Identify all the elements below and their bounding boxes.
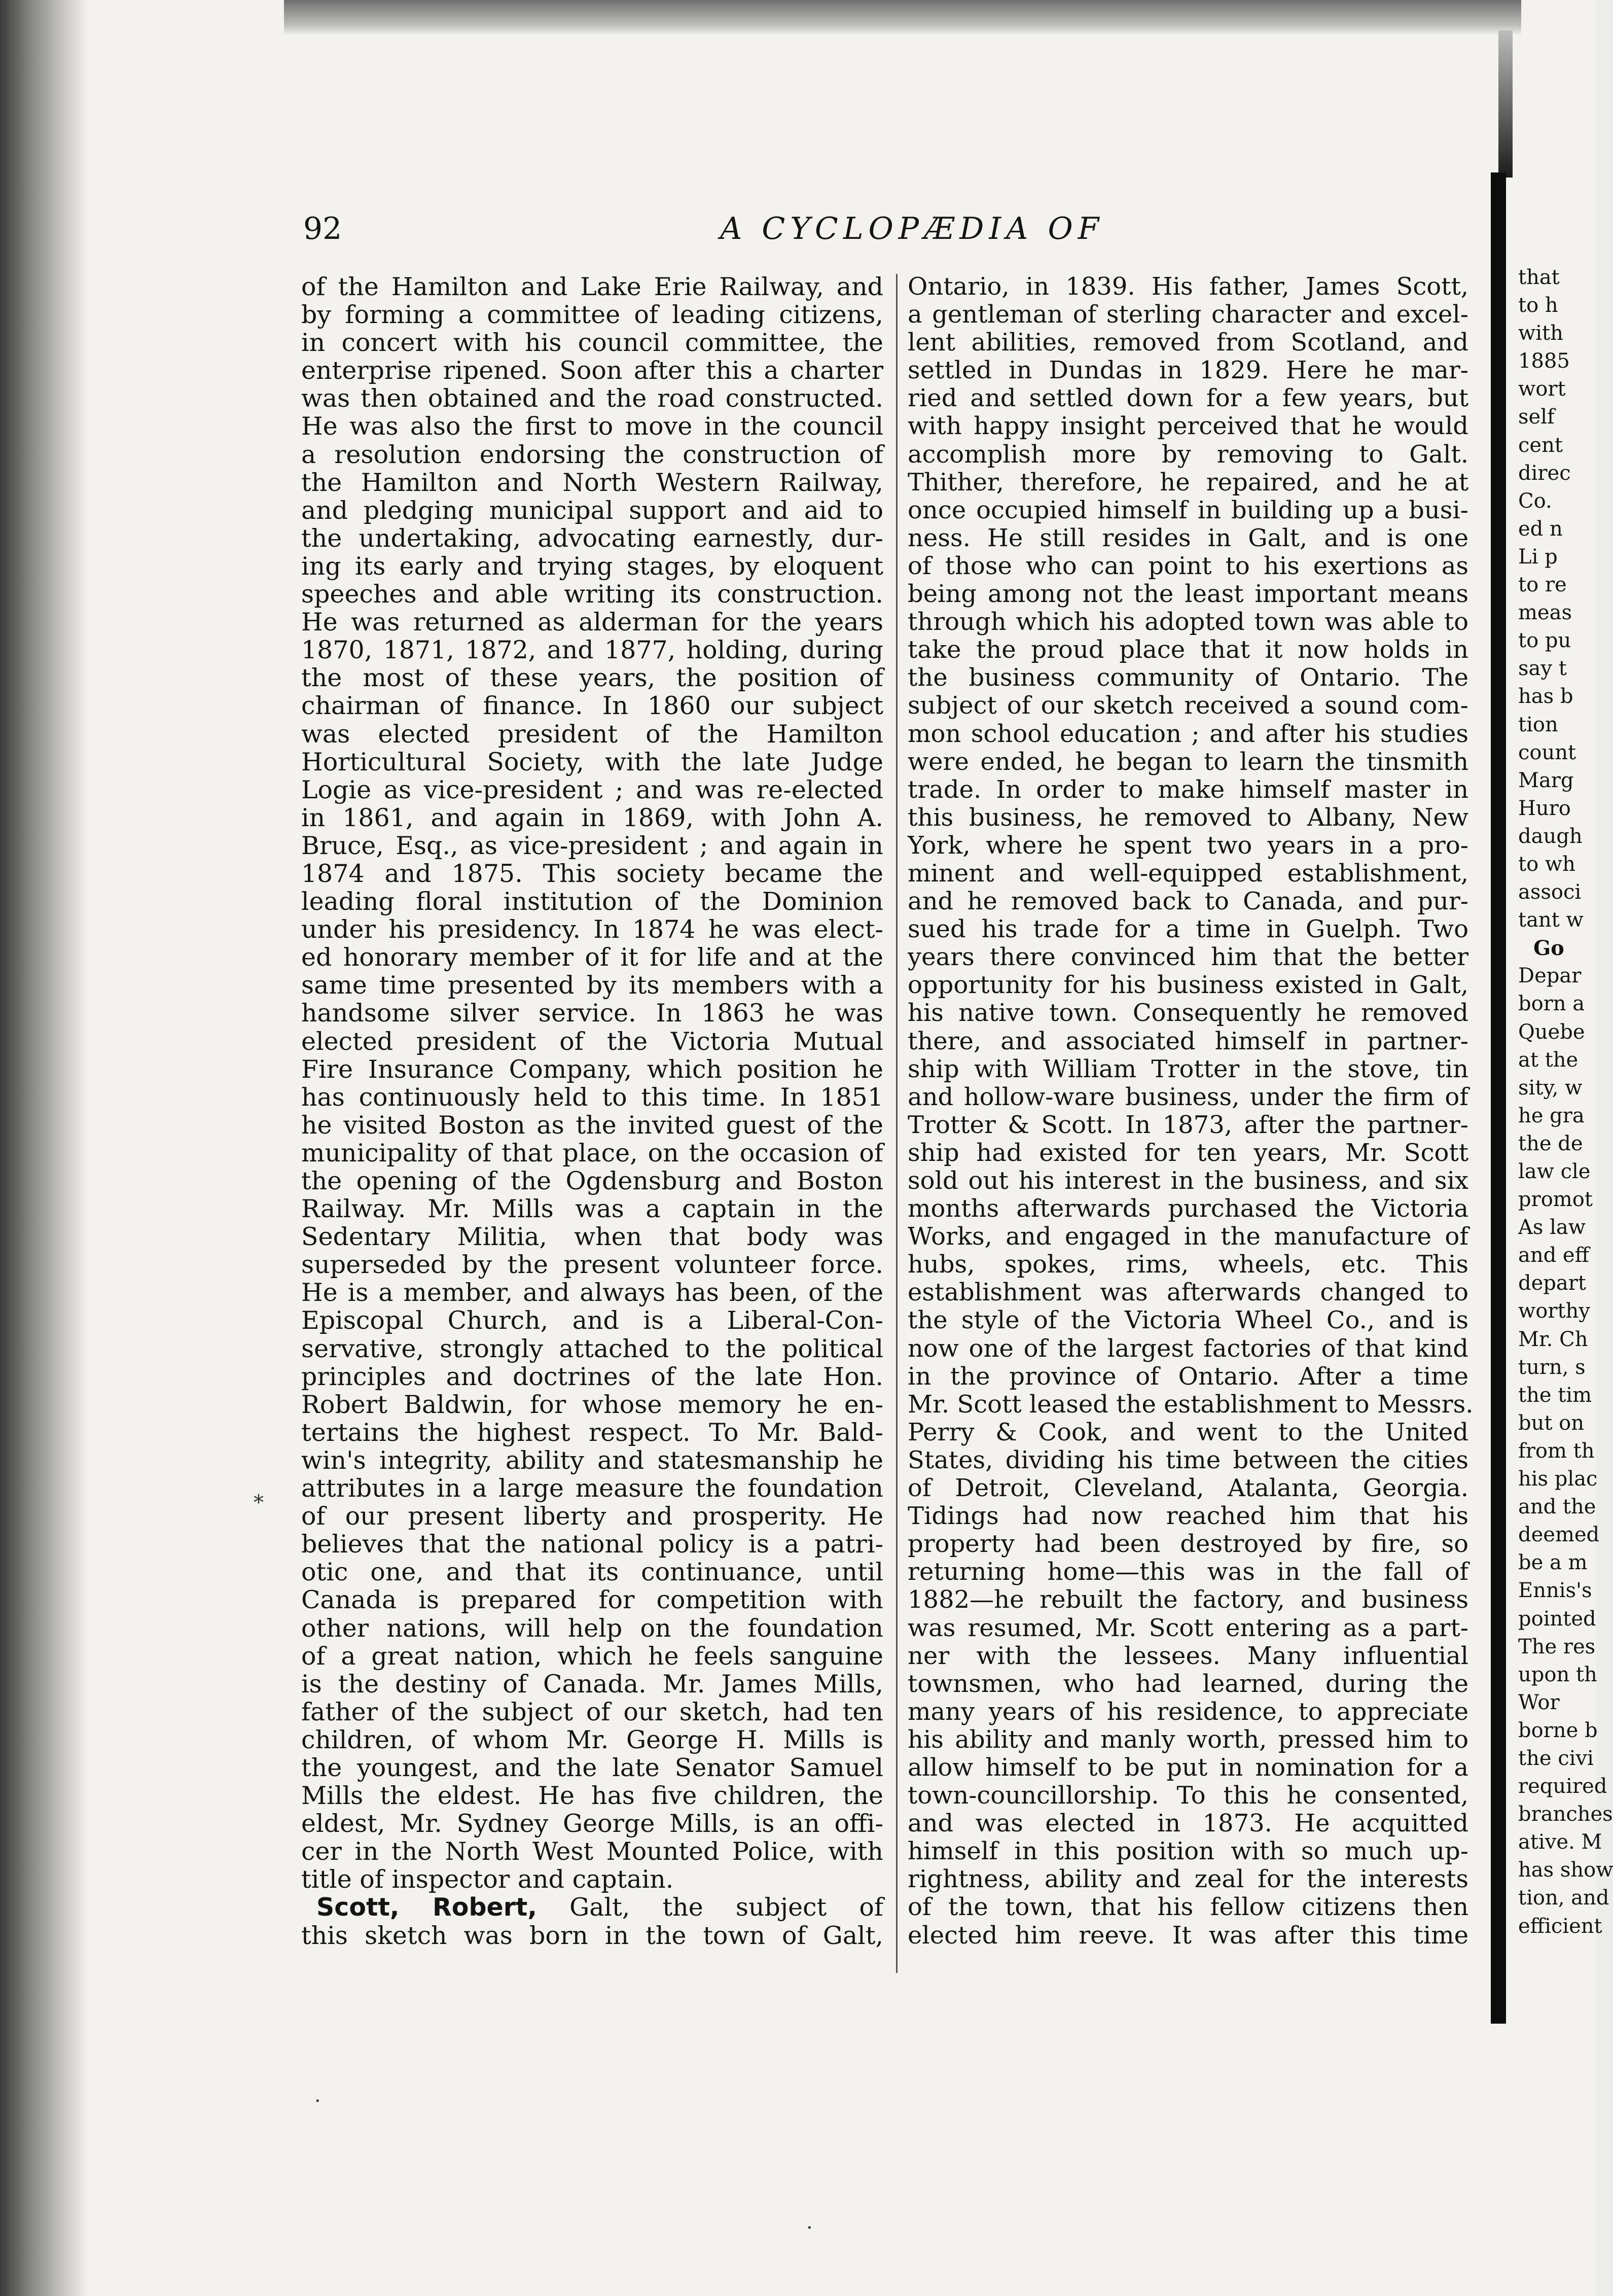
fragment-line: ed n bbox=[1518, 517, 1563, 541]
text-line: sold out his interest in the business, and six bbox=[908, 1167, 1468, 1195]
fragment-line: turn, s bbox=[1518, 1355, 1586, 1379]
text-line: many years of his residence, to appreciate bbox=[908, 1697, 1468, 1726]
fragment-line: deemed bbox=[1518, 1523, 1600, 1547]
text-line: the Hamilton and North Western Railway, bbox=[301, 468, 883, 497]
fragment-line: As law bbox=[1518, 1216, 1586, 1240]
text-line: he visited Boston as the invited guest of the bbox=[301, 1110, 883, 1140]
text-line: now one of the largest factories of that kind bbox=[908, 1334, 1468, 1363]
text-line: He was returned as alderman for the years bbox=[301, 608, 883, 637]
text-line: elected president of the Victoria Mutual bbox=[301, 1027, 883, 1056]
right-text-column-fragment bbox=[1518, 264, 1613, 1940]
fragment-line: tant w bbox=[1518, 908, 1584, 932]
text-line: Horticultural Society, with the late Judge bbox=[301, 747, 883, 776]
text-line: Ontario, in 1839. His father, James Scott, bbox=[908, 272, 1468, 301]
page-edge-shadow bbox=[1498, 30, 1513, 178]
text-line: settled in Dundas in 1829. Here he mar- bbox=[908, 356, 1468, 385]
fragment-line: his plac bbox=[1518, 1467, 1598, 1491]
text-line: and he removed back to Canada, and pur- bbox=[908, 887, 1468, 916]
text-line: of those who can point to his exertions as bbox=[908, 551, 1468, 580]
scan-speck: · bbox=[806, 2216, 813, 2240]
fragment-line: worthy bbox=[1518, 1299, 1590, 1323]
text-line: sued his trade for a time in Guelph. Two bbox=[908, 915, 1468, 944]
text-line: has continuously held to this time. In 1851 bbox=[301, 1082, 883, 1112]
fragment-line: born a bbox=[1518, 992, 1585, 1016]
text-line: trade. In order to make himself master in bbox=[908, 775, 1468, 804]
text-line: ner with the lessees. Many influential bbox=[908, 1641, 1468, 1670]
text-line: win's integrity, ability and statesmanship he bbox=[301, 1445, 883, 1475]
entry-name: Scott, Robert, bbox=[316, 1893, 537, 1922]
fragment-line: meas bbox=[1518, 601, 1572, 625]
text-line: establishment was afterwards changed to bbox=[908, 1278, 1468, 1307]
fragment-line: cent bbox=[1518, 433, 1563, 457]
text-line: rightness, ability and zeal for the interests bbox=[908, 1865, 1468, 1894]
text-line: townsmen, who had learned, during the bbox=[908, 1669, 1468, 1698]
text-line: otic one, and that its continuance, until bbox=[301, 1558, 883, 1587]
fragment-line: branches bbox=[1518, 1803, 1613, 1826]
text-line: this business, he removed to Albany, New bbox=[908, 803, 1468, 832]
text-line: handsome silver service. In 1863 he was bbox=[301, 999, 883, 1028]
fragment-line: Marg bbox=[1518, 768, 1574, 792]
text-line: this sketch was born in the town of Galt, bbox=[301, 1921, 883, 1950]
text-line: being among not the least important means bbox=[908, 580, 1468, 609]
fragment-line: and eff bbox=[1518, 1244, 1590, 1267]
fragment-line: Wor bbox=[1518, 1690, 1560, 1714]
text-line: 1874 and 1875. This society became the bbox=[301, 859, 883, 888]
text-line: hubs, spokes, rims, wheels, etc. This bbox=[908, 1250, 1468, 1279]
text-line: subject of our sketch received a sound com- bbox=[908, 691, 1468, 720]
fragment-line: tion bbox=[1518, 713, 1558, 736]
text-line: Tidings had now reached him that his bbox=[908, 1502, 1468, 1531]
fragment-line: with bbox=[1518, 322, 1563, 345]
text-line: and pledging municipal support and aid to bbox=[301, 496, 883, 525]
text-line: attributes in a large measure the foundation bbox=[301, 1474, 883, 1503]
fragment-line: the tim bbox=[1518, 1383, 1592, 1407]
text-line: were ended, he began to learn the tinsmith bbox=[908, 747, 1468, 776]
scan-speck: · bbox=[314, 2090, 321, 2113]
fragment-line: the civi bbox=[1518, 1746, 1594, 1770]
middle-text-column bbox=[908, 272, 1474, 1950]
text-line: He was also the first to move in the council bbox=[301, 412, 883, 441]
text-line: leading floral institution of the Dominion bbox=[301, 887, 883, 916]
text-line: a gentleman of sterling character and excel- bbox=[908, 300, 1468, 329]
text-line: the most of these years, the position of bbox=[301, 663, 883, 693]
fragment-line: Depar bbox=[1518, 964, 1582, 988]
text-line: the business community of Ontario. The bbox=[908, 663, 1468, 692]
scan-edge-strip bbox=[284, 0, 1521, 36]
text-line: ship had existed for ten years, Mr. Scott bbox=[908, 1138, 1468, 1167]
fragment-line: Co. bbox=[1518, 489, 1552, 513]
text-line: in the province of Ontario. After a time bbox=[908, 1362, 1468, 1391]
text-line: the youngest, and the late Senator Samuel bbox=[301, 1753, 883, 1782]
text-line: of the Hamilton and Lake Erie Railway, and bbox=[301, 272, 883, 301]
fragment-line: tion, and bbox=[1518, 1886, 1609, 1910]
fragment-line: Ennis's bbox=[1518, 1579, 1592, 1603]
fragment-line: promot bbox=[1518, 1188, 1593, 1212]
fragment-line: he gra bbox=[1518, 1104, 1585, 1127]
text-line: 1882—he rebuilt the factory, and business bbox=[908, 1585, 1468, 1614]
text-line: servative, strongly attached to the political bbox=[301, 1334, 883, 1363]
fragment-line: from th bbox=[1518, 1439, 1595, 1463]
text-line: of our present liberty and prosperity. He bbox=[301, 1502, 883, 1531]
entry-heading-rest: Galt, the subject of bbox=[536, 1893, 883, 1922]
left-text-column bbox=[301, 273, 883, 1950]
fragment-line: Go bbox=[1533, 936, 1564, 961]
fragment-line: to pu bbox=[1518, 629, 1571, 653]
fragment-line: law cle bbox=[1518, 1160, 1591, 1183]
fragment-line: pointed bbox=[1518, 1607, 1596, 1631]
text-line: ed honorary member of it for life and at the bbox=[301, 943, 883, 972]
fragment-line: daugh bbox=[1518, 824, 1583, 848]
text-line: ing its early and trying stages, by eloquent bbox=[301, 551, 883, 581]
entry-heading-line bbox=[301, 1893, 883, 1921]
text-line: York, where he spent two years in a pro- bbox=[908, 831, 1468, 860]
fragment-line: self bbox=[1518, 405, 1555, 429]
text-line: his native town. Consequently he removed bbox=[908, 999, 1468, 1028]
text-line: Trotter & Scott. In 1873, after the partner- bbox=[908, 1110, 1468, 1139]
book-binding-shadow bbox=[0, 0, 89, 2296]
text-line: under his presidency. In 1874 he was elect- bbox=[301, 915, 883, 944]
text-line: father of the subject of our sketch, had ten bbox=[301, 1697, 883, 1726]
fragment-line: the de bbox=[1518, 1132, 1583, 1155]
text-line: the style of the Victoria Wheel Co., and is bbox=[908, 1306, 1468, 1335]
text-line: of the town, that his fellow citizens then bbox=[908, 1893, 1468, 1922]
fragment-line: wort bbox=[1518, 377, 1566, 401]
fragment-line: to wh bbox=[1518, 852, 1575, 876]
fragment-line: to re bbox=[1518, 573, 1567, 597]
text-line: Fire Insurance Company, which position he bbox=[301, 1054, 883, 1084]
text-line: Thither, therefore, he repaired, and he at bbox=[908, 468, 1468, 497]
fragment-line: at the bbox=[1518, 1048, 1579, 1072]
text-line: Canada is prepared for competition with bbox=[301, 1585, 883, 1615]
column-divider bbox=[896, 274, 898, 1973]
text-line: returning home—this was in the fall of bbox=[908, 1558, 1468, 1586]
text-line: superseded by the present volunteer force. bbox=[301, 1250, 883, 1280]
text-line: town-councillorship. To this he consented, bbox=[908, 1781, 1468, 1810]
text-line: with happy insight perceived that he would bbox=[908, 412, 1468, 441]
text-line: accomplish more by removing to Galt. bbox=[908, 440, 1468, 469]
fragment-line: but on bbox=[1518, 1411, 1584, 1435]
text-line: and hollow-ware business, under the firm of bbox=[908, 1082, 1468, 1111]
running-head: A CYCLOPÆDIA OF bbox=[720, 211, 1104, 246]
text-line: children, of whom Mr. George H. Mills is bbox=[301, 1725, 883, 1754]
text-line: 1870, 1871, 1872, and 1877, holding, during bbox=[301, 635, 883, 665]
text-line: believes that the national policy is a patri- bbox=[301, 1530, 883, 1559]
fragment-line: that bbox=[1518, 266, 1560, 289]
fragment-line: has b bbox=[1518, 685, 1573, 709]
text-line: years there convinced him that the better bbox=[908, 943, 1468, 972]
text-line: enterprise ripened. Soon after this a charter bbox=[301, 356, 883, 385]
fragment-line: depart bbox=[1518, 1271, 1586, 1295]
text-line: himself in this position with so much up- bbox=[908, 1837, 1468, 1866]
page-gutter-bar bbox=[1491, 172, 1506, 2024]
fragment-line: borne b bbox=[1518, 1718, 1598, 1742]
text-line: elected him reeve. It was after this time bbox=[908, 1921, 1468, 1950]
text-line: speeches and able writing its construction. bbox=[301, 580, 883, 609]
fragment-line: to h bbox=[1518, 294, 1558, 317]
fragment-line: Huro bbox=[1518, 796, 1571, 820]
fragment-line: upon th bbox=[1518, 1663, 1597, 1686]
text-line: same time presented by its members with a bbox=[301, 971, 883, 1000]
text-line: in concert with his council committee, the bbox=[301, 328, 883, 358]
text-line: Logie as vice-president ; and was re-elected bbox=[301, 775, 883, 804]
fragment-line: efficient bbox=[1518, 1914, 1602, 1938]
text-line: a resolution endorsing the construction of bbox=[301, 440, 883, 469]
text-line: his ability and manly worth, pressed him to bbox=[908, 1725, 1468, 1754]
fragment-line: Li p bbox=[1518, 545, 1558, 569]
text-line: cer in the North West Mounted Police, with bbox=[301, 1837, 883, 1866]
text-line: ness. He still resides in Galt, and is one bbox=[908, 523, 1468, 552]
text-line: lent abilities, removed from Scotland, and bbox=[908, 328, 1468, 357]
text-line: title of inspector and captain. bbox=[301, 1865, 674, 1894]
fragment-line: count bbox=[1518, 740, 1576, 764]
text-line: principles and doctrines of the late Hon. bbox=[301, 1362, 883, 1391]
fragment-line: sity, w bbox=[1518, 1076, 1583, 1100]
fragment-line: direc bbox=[1518, 461, 1571, 485]
text-line: Episcopal Church, and is a Liberal-Con- bbox=[301, 1306, 883, 1335]
scan-speck: * bbox=[254, 1491, 264, 1514]
text-line: Works, and engaged in the manufacture of bbox=[908, 1222, 1468, 1251]
text-line: is the destiny of Canada. Mr. James Mills, bbox=[301, 1669, 883, 1699]
text-line: mon school education ; and after his studies bbox=[908, 719, 1468, 748]
text-line: other nations, will help on the foundation bbox=[301, 1613, 883, 1643]
text-line: minent and well-equipped establishment, bbox=[908, 859, 1468, 888]
text-line: ship with William Trotter in the stove, tin bbox=[908, 1054, 1468, 1083]
text-line: eldest, Mr. Sydney George Mills, is an offi- bbox=[301, 1809, 883, 1839]
text-line: States, dividing his time between the cities bbox=[908, 1445, 1468, 1474]
text-line: property had been destroyed by fire, so bbox=[908, 1530, 1468, 1559]
text-line: once occupied himself in building up a busi- bbox=[908, 496, 1468, 524]
text-line: of Detroit, Cleveland, Atalanta, Georgia. bbox=[908, 1474, 1468, 1503]
text-line: of a great nation, which he feels sanguine bbox=[301, 1641, 883, 1671]
fragment-line: The res bbox=[1518, 1635, 1596, 1658]
text-line: Railway. Mr. Mills was a captain in the bbox=[301, 1194, 883, 1224]
fragment-line: and the bbox=[1518, 1495, 1596, 1519]
page-number: 92 bbox=[303, 211, 342, 246]
text-line: in 1861, and again in 1869, with John A. bbox=[301, 803, 883, 832]
text-line: opportunity for his business existed in Galt, bbox=[908, 971, 1468, 1000]
fragment-line: say t bbox=[1518, 657, 1567, 681]
text-line: He is a member, and always has been, of the bbox=[301, 1278, 883, 1308]
text-line: tertains the highest respect. To Mr. Bald- bbox=[301, 1418, 883, 1447]
text-line: the opening of the Ogdensburg and Boston bbox=[301, 1167, 883, 1195]
text-line: take the proud place that it now holds in bbox=[908, 635, 1468, 664]
text-line: ried and settled down for a few years, but bbox=[908, 384, 1468, 413]
fragment-line: Quebe bbox=[1518, 1020, 1585, 1044]
text-line: Perry & Cook, and went to the United bbox=[908, 1418, 1468, 1446]
text-line: Bruce, Esq., as vice-president ; and again in bbox=[301, 831, 883, 860]
text-line: municipality of that place, on the occasion of bbox=[301, 1138, 883, 1168]
text-line: chairman of finance. In 1860 our subject bbox=[301, 691, 883, 721]
text-line: was resumed, Mr. Scott entering as a part- bbox=[908, 1613, 1468, 1642]
fragment-line: required bbox=[1518, 1775, 1607, 1798]
fragment-line: 1885 bbox=[1518, 349, 1570, 373]
text-line: there, and associated himself in partner- bbox=[908, 1027, 1468, 1055]
fragment-line: has show bbox=[1518, 1858, 1613, 1882]
text-line: was then obtained and the road constructed. bbox=[301, 384, 883, 413]
fragment-line: be a m bbox=[1518, 1551, 1588, 1575]
text-line: months afterwards purchased the Victoria bbox=[908, 1194, 1468, 1223]
text-line: Sedentary Militia, when that body was bbox=[301, 1222, 883, 1252]
fragment-line: associ bbox=[1518, 880, 1582, 904]
text-line: allow himself to be put in nomination for a bbox=[908, 1753, 1468, 1782]
fragment-line: ative. M bbox=[1518, 1830, 1602, 1854]
text-line: Robert Baldwin, for whose memory he en- bbox=[301, 1390, 883, 1419]
text-line: was elected president of the Hamilton bbox=[301, 719, 883, 749]
text-line: the undertaking, advocating earnestly, dur- bbox=[301, 523, 883, 553]
text-line: by forming a committee of leading citizens, bbox=[301, 300, 883, 330]
text-line: Mills the eldest. He has five children, the bbox=[301, 1781, 883, 1811]
text-line: through which his adopted town was able to bbox=[908, 608, 1468, 637]
fragment-line: Mr. Ch bbox=[1518, 1327, 1588, 1351]
text-line: Mr. Scott leased the establishment to Messrs. bbox=[908, 1390, 1474, 1419]
text-line: and was elected in 1873. He acquitted bbox=[908, 1809, 1468, 1838]
